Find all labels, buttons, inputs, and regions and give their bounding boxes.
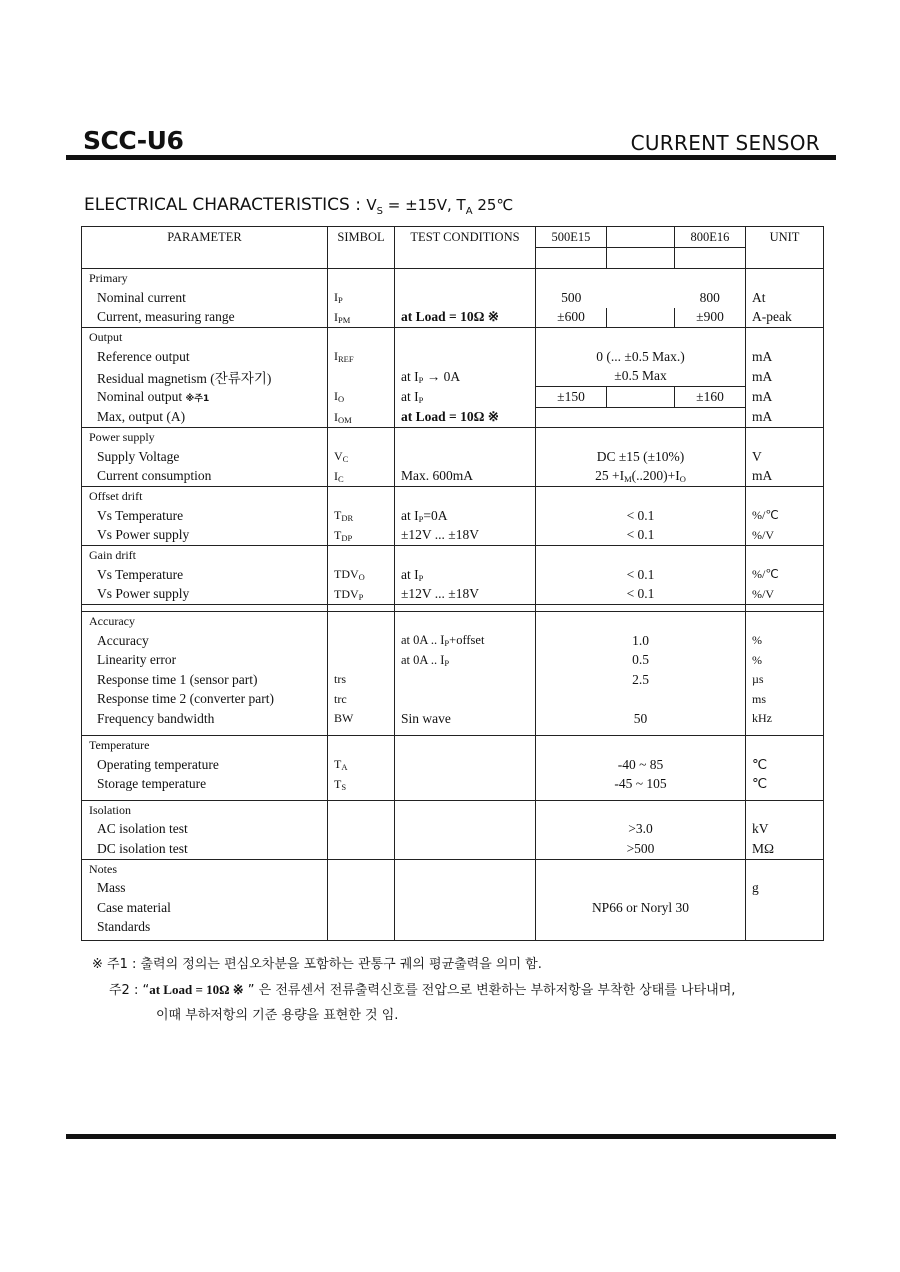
unit: At (746, 288, 824, 308)
table-row (82, 918, 824, 938)
value: -45 ~ 105 (536, 775, 746, 795)
value: < 0.1 (536, 585, 746, 605)
unit: g (746, 879, 824, 899)
value: NP66 or Noryl 30 (536, 898, 746, 918)
col-header-blank (607, 227, 675, 248)
group-title: Notes (82, 859, 328, 879)
unit: mA (746, 387, 824, 408)
table-row (82, 839, 824, 859)
table-row (82, 526, 824, 546)
symbol: $I_C$ (328, 467, 395, 487)
symbol: $T_{DR}$ (328, 506, 395, 526)
value: 0.5 (536, 651, 746, 671)
symbol: $TDV_O$ (328, 565, 395, 585)
table-row (82, 565, 824, 585)
symbol: $I_{OM}$ (328, 407, 395, 428)
unit: µs (746, 670, 824, 690)
table-row (82, 506, 824, 526)
table-row (82, 308, 824, 328)
unit: V (746, 447, 824, 467)
symbol: trs (328, 670, 395, 690)
table-row (82, 585, 824, 605)
test-cond: at $I_P \to 0A$ (395, 367, 536, 387)
col-header-test-conditions: TEST CONDITIONS (395, 227, 536, 269)
test-cond (395, 347, 536, 367)
symbol: $I_O$ (328, 387, 395, 408)
param: Current, measuring range (82, 308, 328, 328)
value: DC ±15 (±10%) (536, 447, 746, 467)
table-row (82, 387, 824, 408)
unit: kHz (746, 709, 824, 729)
value: < 0.1 (536, 506, 746, 526)
test-cond: at Load = 10Ω ※ (395, 407, 536, 428)
symbol: BW (328, 709, 395, 729)
table-row (82, 775, 824, 795)
symbol: $I_{REF}$ (328, 347, 395, 367)
unit: %/V (746, 585, 824, 605)
symbol: $V_C$ (328, 447, 395, 467)
value-500e15: ±150 (536, 387, 607, 408)
group-title: Output (82, 328, 328, 348)
unit: ℃ (746, 775, 824, 795)
col-header-symbol: SIMBOL (328, 227, 395, 269)
group-title: Offset drift (82, 487, 328, 507)
param: Current consumption (82, 467, 328, 487)
test-cond: at $I_P$ (395, 565, 536, 585)
unit: kV (746, 820, 824, 840)
unit: ms (746, 690, 824, 710)
unit: ℃ (746, 755, 824, 775)
value: 0 (... ±0.5 Max.) (536, 347, 746, 367)
table-row (82, 347, 824, 367)
test-cond: ±12V ... ±18V (395, 585, 536, 605)
symbol: $TDV_P$ (328, 585, 395, 605)
footnote-2-cont: 이때 부하저항의 기준 용량을 표현한 것 임. (156, 1008, 399, 1023)
symbol (328, 631, 395, 651)
unit: mA (746, 347, 824, 367)
value: >500 (536, 839, 746, 859)
table-row (82, 709, 824, 729)
param: Reference output (82, 347, 328, 367)
test-cond: at $I_P$ (395, 387, 536, 408)
footnotes (92, 952, 852, 1028)
param: Frequency bandwidth (82, 709, 328, 729)
value-800e16: 800 (699, 289, 720, 305)
group-title: Primary (82, 269, 328, 289)
group-title: Accuracy (82, 612, 328, 632)
symbol (328, 651, 395, 671)
test-cond (395, 447, 536, 467)
param: Residual magnetism (잔류자기) (82, 367, 328, 387)
param: Accuracy (82, 631, 328, 651)
value: ±0.5 Max (536, 367, 746, 387)
value: $25 +I_M(..200)+I_O$ (536, 467, 746, 487)
param: Supply Voltage (82, 447, 328, 467)
param: Vs Power supply (82, 585, 328, 605)
footnote-1: ※ 주1 : 출력의 정의는 편심오차분을 포함하는 관통구 궤의 평균출력을 의미 함. (92, 957, 542, 972)
value: < 0.1 (536, 526, 746, 546)
group-title: Power supply (82, 428, 328, 448)
unit: mA (746, 407, 824, 428)
param: Response time 2 (converter part) (82, 690, 328, 710)
col-header-unit: UNIT (746, 227, 824, 269)
value: < 0.1 (536, 565, 746, 585)
param: Max, output (A) (82, 407, 328, 428)
value: >3.0 (536, 820, 746, 840)
value-500e15: ±600 (536, 308, 607, 328)
test-cond: at Load = 10Ω ※ (395, 308, 536, 328)
group-output (82, 328, 824, 348)
section-title: ELECTRICAL CHARACTERISTICS : $V_S = \pm 15V$, $T_A$ 25℃ (84, 195, 514, 217)
col-header-800e16: 800E16 (675, 227, 746, 248)
model-title: SCC-U6 (83, 126, 184, 155)
table-row (82, 898, 824, 918)
param: Linearity error (82, 651, 328, 671)
footer-rule (66, 1134, 836, 1139)
table-row (82, 467, 824, 487)
symbol: $T_S$ (328, 775, 395, 795)
col-header-500e15: 500E15 (536, 227, 607, 248)
symbol: $T_A$ (328, 755, 395, 775)
unit: % (746, 651, 824, 671)
symbol: $I_P$ (328, 288, 395, 308)
product-title: CURRENT SENSOR (630, 131, 820, 155)
param: Response time 1 (sensor part) (82, 670, 328, 690)
unit: %/V (746, 526, 824, 546)
value-800e16: ±900 (675, 308, 746, 328)
unit: %/℃ (746, 565, 824, 585)
test-cond: at $I_P=0A$ (395, 506, 536, 526)
group-notes (82, 859, 824, 879)
group-title: Isolation (82, 800, 328, 820)
test-cond: at 0A .. $I_P+offset$ (395, 631, 536, 651)
col-header-parameter: PARAMETER (82, 227, 328, 269)
table-row (82, 820, 824, 840)
group-title: Gain drift (82, 546, 328, 566)
param: Nominal current (82, 288, 328, 308)
test-cond (395, 670, 536, 690)
value-800e16: ±160 (675, 387, 746, 408)
param: DC isolation test (82, 839, 328, 859)
unit: A-peak (746, 308, 824, 328)
param: AC isolation test (82, 820, 328, 840)
test-cond: ±12V ... ±18V (395, 526, 536, 546)
value (536, 690, 746, 710)
test-cond: Max. 600mA (395, 467, 536, 487)
group-temperature (82, 736, 824, 756)
param: Vs Temperature (82, 565, 328, 585)
footnote-2: 주2 : “at Load = 10Ω ※ ” 은 전류센서 전류출력신호를 전압으로 변환하는 부하저항을 부착한 상태를 나타내며, (109, 982, 736, 998)
param: Vs Temperature (82, 506, 328, 526)
param: Vs Power supply (82, 526, 328, 546)
table-row (82, 670, 824, 690)
test-cond: at 0A .. $I_P$ (395, 651, 536, 671)
table-row (82, 288, 824, 308)
group-isolation (82, 800, 824, 820)
group-power (82, 428, 824, 448)
table-row (82, 879, 824, 899)
param: Mass (82, 879, 328, 899)
header-rule (66, 155, 836, 160)
unit: % (746, 631, 824, 651)
symbol: $T_{DP}$ (328, 526, 395, 546)
table-row (82, 447, 824, 467)
group-title: Temperature (82, 736, 328, 756)
symbol: trc (328, 690, 395, 710)
unit: mA (746, 367, 824, 387)
param: Standards (82, 918, 328, 938)
spec-table (81, 226, 824, 941)
table-row (82, 407, 824, 428)
group-accuracy (82, 612, 824, 632)
value: 2.5 (536, 670, 746, 690)
value-500e15: 500 (536, 288, 607, 308)
group-primary (82, 269, 824, 289)
param: Storage temperature (82, 775, 328, 795)
table-row (82, 755, 824, 775)
param: Case material (82, 898, 328, 918)
table-header-row (82, 227, 824, 248)
param: Operating temperature (82, 755, 328, 775)
test-cond: Sin wave (395, 709, 536, 729)
table-row (82, 690, 824, 710)
symbol: $I_{PM}$ (328, 308, 395, 328)
test-cond (395, 288, 536, 308)
table-row (82, 631, 824, 651)
unit: MΩ (746, 839, 824, 859)
value: 1.0 (536, 631, 746, 651)
unit: mA (746, 467, 824, 487)
group-offset-drift (82, 487, 824, 507)
symbol (328, 367, 395, 387)
group-gain-drift (82, 546, 824, 566)
value: 50 (536, 709, 746, 729)
value: -40 ~ 85 (536, 755, 746, 775)
unit: %/℃ (746, 506, 824, 526)
table-row (82, 651, 824, 671)
param: Nominal output ※주1 (82, 387, 328, 408)
table-row (82, 367, 824, 387)
test-cond (395, 690, 536, 710)
